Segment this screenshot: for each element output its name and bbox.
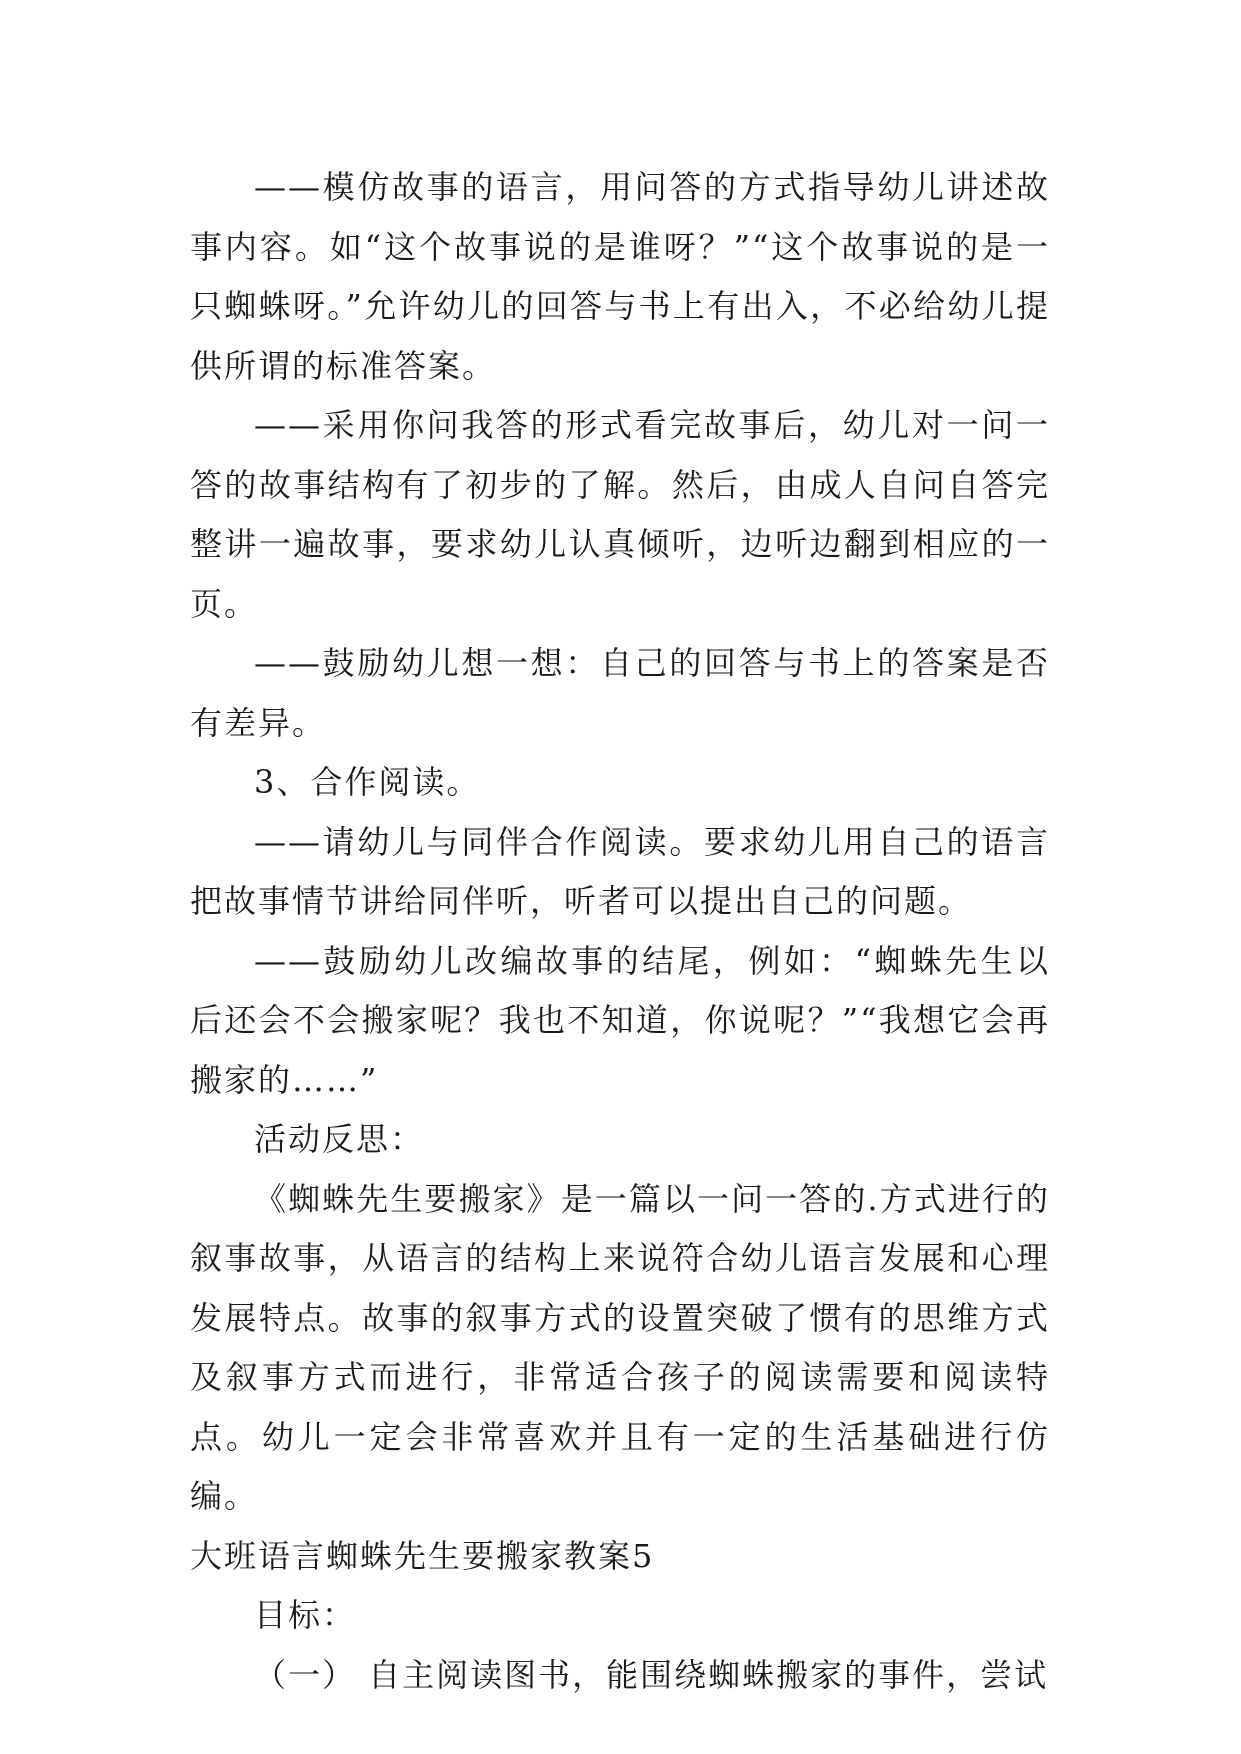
section-heading-cooperative-reading: 3、合作阅读。 — [254, 763, 481, 801]
paragraph-imitate-language: ——模仿故事的语言，用问答的方式指导幼儿讲述故事内容。如“这个故事说的是谁呀？”“这个故事说的是一只蜘蛛呀。”允许幼儿的回答与书上有出入，不必给幼儿提供所谓的标准答案。 — [190, 168, 1050, 385]
lesson-title: 大班语言蜘蛛先生要搬家教案5 — [190, 1536, 655, 1575]
paragraph-reflection: 《蜘蛛先生要搬家》是一篇以一问一答的.方式进行的叙事故事，从语言的结构上来说符合幼儿语言发展和心理发展特点。故事的叙事方式的设置突破了惯有的思维方式及叙事方式而进行，非常适合孩子的阅读需要和阅读特点。幼儿一定会非常喜欢并且有一定的生活基础进行仿编。 — [190, 1179, 1050, 1515]
paragraph-partner-reading: ——请幼儿与同伴合作阅读。要求幼儿用自己的语言把故事情节讲给同伴听，听者可以提出自己的问题。 — [190, 822, 1050, 920]
document-body — [190, 158, 1050, 1705]
goal-item-1: （一） 自主阅读图书，能围绕蜘蛛搬家的事件，尝试 — [254, 1655, 1049, 1694]
section-heading-reflection: 活动反思： — [254, 1120, 425, 1158]
paragraph-adapt-ending: ——鼓励幼儿改编故事的结尾，例如：“蜘蛛先生以后还会不会搬家呢？我也不知道，你说呢？”“我想它会再搬家的……” — [190, 941, 1050, 1099]
section-heading-goals: 目标： — [254, 1596, 357, 1634]
paragraph-encourage-think: ——鼓励幼儿想一想：自己的回答与书上的答案是否有差异。 — [190, 644, 1050, 742]
paragraph-question-answer: ——采用你问我答的形式看完故事后，幼儿对一问一答的故事结构有了初步的了解。然后，由成人自问自答完整讲一遍故事，要求幼儿认真倾听，边听边翻到相应的一页。 — [190, 406, 1050, 623]
